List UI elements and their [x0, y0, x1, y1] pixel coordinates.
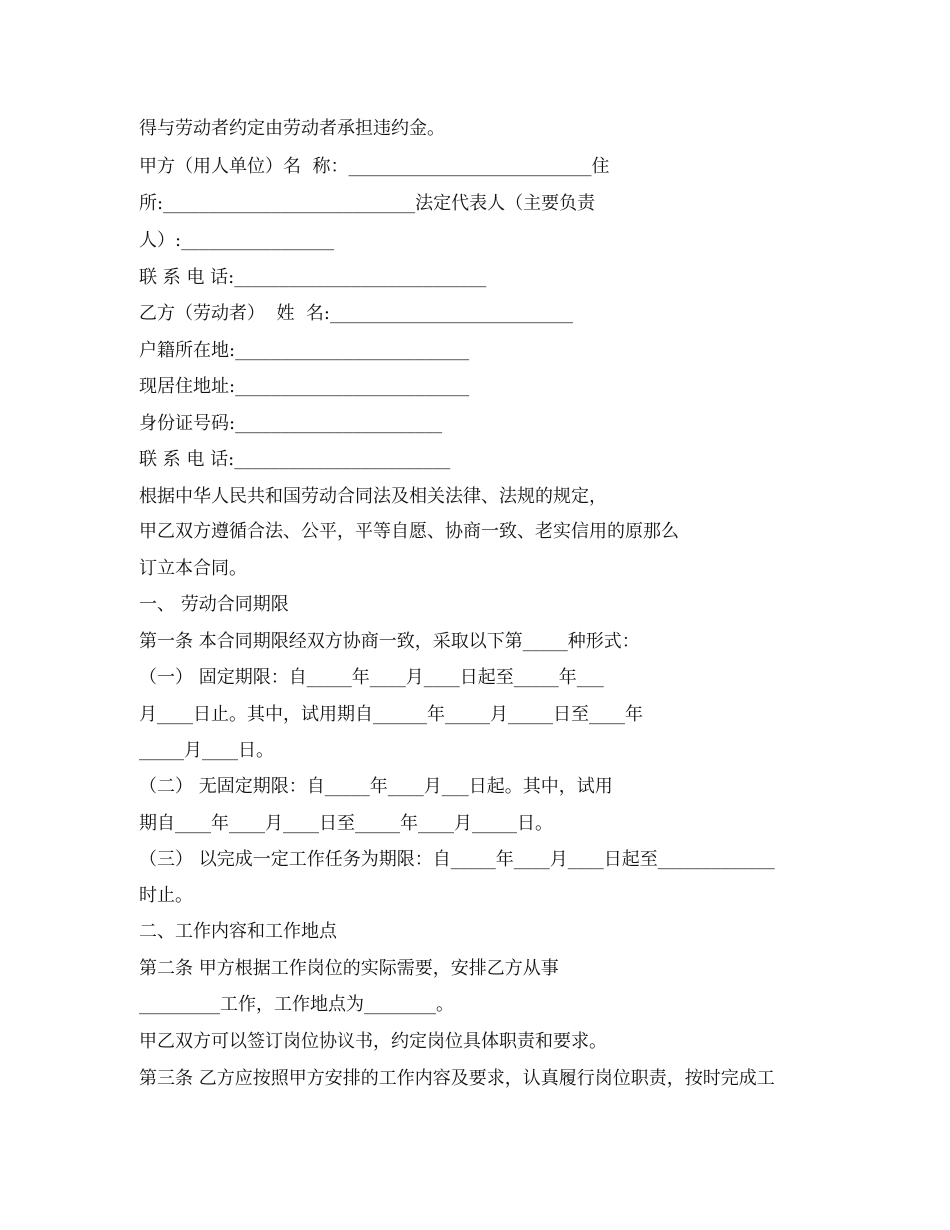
text-line: 根据中华人民共和国劳动合同法及相关法律、法规的规定， — [139, 486, 607, 507]
text-line: （三） 以完成一定工作任务为期限：自_____年____月____日起至_____________ — [139, 849, 775, 870]
text-line: 户籍所在地:__________________________ — [139, 340, 470, 361]
text-line: 月____日止。其中，试用期自______年_____月_____日至____年 — [139, 704, 643, 725]
text-line: （一） 固定期限：自_____年____月____日起至_____年___ — [139, 667, 604, 688]
text-line: 得与劳动者约定由劳动者承担违约金。 — [139, 118, 445, 139]
text-line: 所:____________________________法定代表人（主要负责 — [139, 193, 596, 214]
text-line: 联 系 电 话:____________________________ — [139, 267, 487, 288]
text-line: 第二条 甲方根据工作岗位的实际需要，安排乙方从事 — [139, 958, 559, 979]
text-line: 期自____年____月____日至_____年____月_____日。 — [139, 813, 553, 834]
section-heading: 一、 劳动合同期限 — [139, 594, 289, 615]
text-line: 人）:_________________ — [139, 230, 335, 251]
text-line: _________工作，工作地点为________。 — [139, 994, 454, 1015]
text-line: 第三条 乙方应按照甲方安排的工作内容及要求，认真履行岗位职责，按时完成工 — [139, 1068, 775, 1089]
text-line: 乙方（劳动者） 姓 名:___________________________ — [139, 303, 573, 324]
text-line: 第一条 本合同期限经双方协商一致，采取以下第_____种形式： — [139, 631, 640, 652]
text-line: 时止。 — [139, 885, 193, 906]
text-line: _____月____日。 — [139, 740, 274, 761]
section-heading: 二、工作内容和工作地点 — [139, 921, 337, 942]
text-line: 现居住地址:__________________________ — [139, 376, 470, 397]
text-line: 身份证号码:_______________________ — [139, 413, 443, 434]
text-line: 订立本合同。 — [139, 558, 247, 579]
text-line: （二） 无固定期限：自_____年____月___日起。其中，试用 — [139, 776, 613, 797]
text-line: 甲方（用人单位）名 称：___________________________住 — [139, 156, 610, 177]
text-line: 甲乙双方可以签订岗位协议书，约定岗位具体职责和要求。 — [139, 1031, 607, 1052]
text-line: 联 系 电 话:________________________ — [139, 449, 451, 470]
text-line: 甲乙双方遵循合法、公平，平等自愿、协商一致、老实信用的原那么 — [139, 521, 679, 542]
